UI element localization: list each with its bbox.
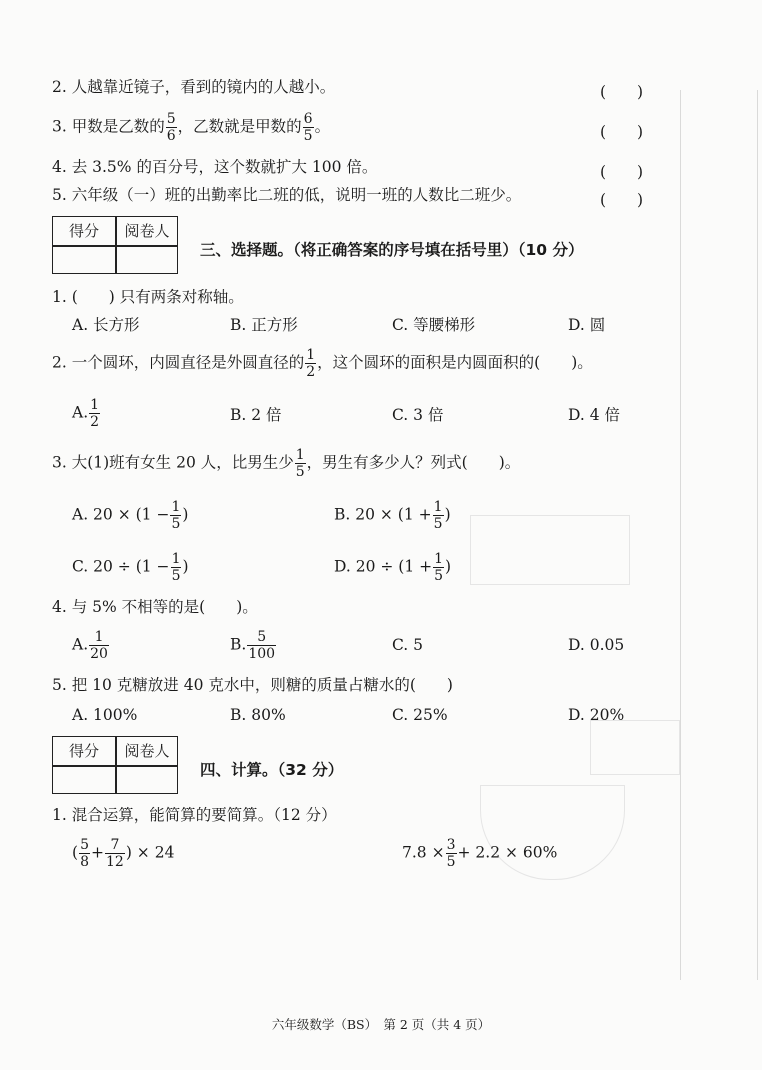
choice-q5-option-c[interactable]: C. 25% (392, 706, 448, 724)
choice-q1-option-a[interactable]: A. 长方形 (72, 316, 140, 334)
choice-q1-option-d[interactable]: D. 圆 (568, 316, 606, 334)
choice-q4-stem: 4. 与 5% 不相等的是( )。 (52, 598, 258, 616)
fraction: $\frac{6}{5}$ (303, 111, 313, 144)
choice-q3-option-a[interactable]: A. 20 × (1 − $\frac{1}{5}$ ) (72, 499, 189, 532)
page-footer: 六年级数学（BS） 第 2 页（共 4 页） (271, 1017, 491, 1032)
judgment-4-answer-blank[interactable]: ( ) (600, 163, 644, 181)
choice-q2-option-d[interactable]: D. 4 倍 (568, 406, 621, 424)
fraction: $\frac{1}{5}$ (171, 551, 181, 584)
choice-q3-option-c[interactable]: C. 20 ÷ (1 − $\frac{1}{5}$ ) (72, 551, 189, 584)
choice-q5-stem: 5. 把 10 克糖放进 40 克水中，则糖的质量占糖水的( ) (52, 676, 453, 694)
calc-q1-stem: 1. 混合运算，能简算的要简算。（12 分） (52, 806, 337, 824)
judgment-2-answer-blank[interactable]: ( ) (600, 83, 644, 101)
choice-q2-option-a[interactable]: A. $\frac{1}{2}$ (72, 397, 100, 430)
choice-q2-option-b[interactable]: B. 2 倍 (230, 406, 282, 424)
choice-q3-option-d[interactable]: D. 20 ÷ (1 + $\frac{1}{5}$ ) (334, 551, 452, 584)
fraction: $\frac{7}{12}$ (105, 837, 124, 870)
fraction: $\frac{1}{2}$ (90, 397, 100, 430)
choice-q4-option-d[interactable]: D. 0.05 (568, 636, 625, 654)
judgment-3: 3. 甲数是乙数的 $\frac{5}{6}$ ，乙数就是甲数的 $\frac{6}{5}$ 。 (52, 111, 331, 144)
fraction: $\frac{5}{6}$ (166, 111, 176, 144)
bleed-through-box (470, 515, 630, 585)
fraction: $\frac{5}{100}$ (248, 629, 276, 662)
calc-expression-2: 7.8 × $\frac{3}{5}$ + 2.2 × 60% (402, 837, 558, 870)
judgment-5-answer-blank[interactable]: ( ) (600, 191, 644, 209)
judgment-2: 2. 人越靠近镜子，看到的镜内的人越小。 (52, 78, 336, 96)
choice-q5-option-b[interactable]: B. 80% (230, 706, 286, 724)
choice-q3-option-b[interactable]: B. 20 × (1 + $\frac{1}{5}$ ) (334, 499, 451, 532)
choice-q4-option-b[interactable]: B. $\frac{5}{100}$ (230, 629, 276, 662)
choice-q2-stem: 2. 一个圆环，内圆直径是外圆直径的 $\frac{1}{2}$ ，这个圆环的面积是内圆面积的( )。 (52, 347, 593, 380)
section4-title: 四、计算。（32 分） (200, 761, 344, 779)
judgment-5: 5. 六年级（一）班的出勤率比二班的低，说明一班的人数比二班少。 (52, 186, 522, 204)
choice-q5-option-d[interactable]: D. 20% (568, 706, 625, 724)
score-header: 得分 (68, 742, 99, 760)
choice-q1-stem: 1. ( ) 只有两条对称轴。 (52, 288, 244, 306)
section3-title: 三、选择题。（将正确答案的序号填在括号里）（10 分） (200, 241, 584, 259)
fraction: $\frac{1}{5}$ (171, 499, 181, 532)
choice-q3-stem: 3. 大(1)班有女生 20 人，比男生少 $\frac{1}{5}$ ，男生有多少人？列式( )。 (52, 447, 521, 480)
choice-q1-option-b[interactable]: B. 正方形 (230, 316, 298, 334)
fraction: $\frac{1}{2}$ (306, 347, 316, 380)
judgment-4: 4. 去 3.5% 的百分号，这个数就扩大 100 倍。 (52, 158, 378, 176)
fraction: $\frac{1}{20}$ (90, 629, 108, 662)
fraction: $\frac{5}{8}$ (80, 837, 89, 870)
grader-header: 阅卷人 (124, 742, 170, 760)
fraction: $\frac{1}{5}$ (434, 551, 444, 584)
fraction: $\frac{3}{5}$ (446, 837, 456, 870)
choice-q5-option-a[interactable]: A. 100% (72, 706, 138, 724)
score-box-section3 (52, 216, 178, 274)
bleed-through-score-box (590, 720, 680, 775)
fraction: $\frac{1}{5}$ (433, 499, 443, 532)
score-box-section4 (52, 736, 178, 794)
calc-expression-1: ( $\frac{5}{8}$ + $\frac{7}{12}$ ) × 24 (72, 837, 175, 870)
score-header: 得分 (68, 222, 99, 240)
judgment-3-answer-blank[interactable]: ( ) (600, 123, 644, 141)
fraction: $\frac{1}{5}$ (295, 447, 305, 480)
grader-header: 阅卷人 (124, 222, 170, 240)
choice-q4-option-a[interactable]: A. $\frac{1}{20}$ (72, 629, 108, 662)
bleed-through-column (680, 90, 758, 980)
choice-q2-option-c[interactable]: C. 3 倍 (392, 406, 444, 424)
choice-q1-option-c[interactable]: C. 等腰梯形 (392, 316, 476, 334)
choice-q4-option-c[interactable]: C. 5 (392, 636, 424, 654)
